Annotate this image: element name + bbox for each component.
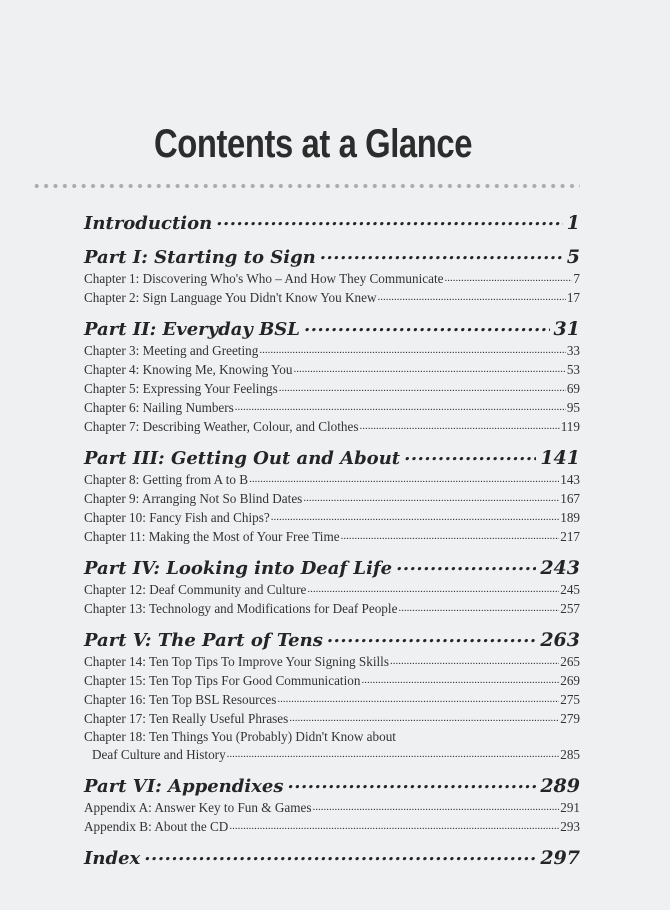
- toc-page-number: 5: [566, 246, 580, 268]
- toc-page-number: 141: [540, 447, 580, 469]
- toc-chapter-entry: [84, 670, 580, 689]
- toc-chapter-label: Appendix B: About the CD: [84, 819, 229, 834]
- toc-leader: [404, 444, 536, 465]
- toc-part-label: Introduction: [84, 213, 213, 234]
- toc-chapter-label: Chapter 16: Ten Top BSL Resources: [84, 692, 277, 707]
- toc-page-number: 275: [560, 692, 580, 707]
- toc-page-number: 257: [560, 601, 580, 616]
- toc-page-number: 217: [560, 529, 580, 544]
- toc-page-number: 263: [540, 629, 580, 651]
- toc-page-number: 119: [560, 419, 580, 434]
- toc-part-label: Part VI: Appendixes: [84, 776, 284, 797]
- toc-part-label: Part III: Getting Out and About: [84, 448, 401, 469]
- toc-leader: [227, 748, 560, 760]
- toc-part-heading: [84, 237, 580, 268]
- toc-chapter-label: Chapter 2: Sign Language You Didn't Know You Knew: [84, 290, 377, 305]
- toc-leader: [216, 209, 563, 230]
- toc-leader: [360, 420, 560, 432]
- toc-page-number: 265: [560, 654, 580, 669]
- toc-part-label: Part V: The Part of Tens: [84, 630, 323, 651]
- toc-chapter-entry: [84, 378, 580, 397]
- toc-chapter-label: Chapter 1: Discovering Who's Who – And How They Communicate: [84, 271, 444, 286]
- toc-leader: [304, 315, 550, 336]
- toc-chapter-entry: [84, 416, 580, 435]
- toc-page-number: 279: [560, 711, 580, 726]
- table-of-contents: [84, 203, 580, 869]
- toc-page-number: 31: [553, 318, 580, 340]
- toc-chapter-label: Chapter 12: Deaf Community and Culture: [84, 582, 307, 597]
- toc-leader: [378, 291, 566, 303]
- toc-leader: [327, 626, 536, 647]
- toc-part-heading: [84, 548, 580, 579]
- toc-chapter-label: Chapter 6: Nailing Numbers: [84, 400, 234, 415]
- toc-chapter-label: Chapter 14: Ten Top Tips To Improve Your Signing Skills: [84, 654, 389, 669]
- toc-chapter-label: Appendix A: Answer Key to Fun & Games: [84, 800, 312, 815]
- toc-page-number: 297: [540, 847, 580, 869]
- toc-chapter-entry: [84, 469, 580, 488]
- toc-chapter-entry: [84, 797, 580, 816]
- toc-page-number: 291: [560, 800, 580, 815]
- toc-chapter-entry: [84, 598, 580, 617]
- toc-page-number: 289: [540, 775, 580, 797]
- toc-leader: [271, 511, 560, 523]
- toc-chapter-label: Chapter 13: Technology and Modifications for Deaf People: [84, 601, 398, 616]
- toc-chapter-label: Chapter 9: Arranging Not So Blind Dates: [84, 491, 303, 506]
- toc-leader: [249, 473, 559, 485]
- toc-leader: [293, 363, 565, 375]
- toc-chapter-entry: [84, 651, 580, 670]
- dotted-divider: [32, 182, 580, 190]
- toc-chapter-label: Chapter 7: Describing Weather, Colour, and Clothes: [84, 419, 359, 434]
- toc-chapter-entry: [84, 507, 580, 526]
- toc-chapter-entry: [84, 268, 580, 287]
- toc-chapter-entry: [84, 689, 580, 708]
- toc-chapter-label: Chapter 10: Fancy Fish and Chips?: [84, 510, 270, 525]
- toc-leader: [307, 583, 559, 595]
- toc-part-heading: [84, 438, 580, 469]
- toc-page-number: 245: [560, 582, 580, 597]
- toc-leader: [288, 772, 537, 793]
- toc-leader: [144, 844, 536, 865]
- toc-leader: [398, 602, 559, 614]
- toc-page-number: 69: [566, 381, 580, 396]
- toc-part-heading: [84, 766, 580, 797]
- toc-chapter-label: Chapter 3: Meeting and Greeting: [84, 343, 259, 358]
- toc-chapter-entry: [84, 727, 580, 763]
- toc-page-number: 243: [540, 557, 580, 579]
- toc-part-label: Part IV: Looking into Deaf Life: [84, 558, 393, 579]
- toc-page-number: 143: [560, 472, 580, 487]
- toc-part-heading: [84, 838, 580, 869]
- toc-part-heading: [84, 620, 580, 651]
- toc-page-number: 17: [566, 290, 580, 305]
- toc-chapter-label-continued: Deaf Culture and History: [92, 747, 226, 762]
- toc-chapter-label: Chapter 17: Ten Really Useful Phrases: [84, 711, 289, 726]
- toc-leader: [303, 492, 559, 504]
- toc-chapter-entry: [84, 579, 580, 598]
- toc-chapter-entry: [84, 287, 580, 306]
- toc-leader: [445, 272, 573, 284]
- toc-part-label: Part I: Starting to Sign: [84, 247, 316, 268]
- toc-chapter-label: Chapter 18: Ten Things You (Probably) Didn't Know about: [84, 729, 396, 744]
- toc-page-number: 7: [573, 271, 580, 286]
- toc-chapter-entry: [84, 526, 580, 545]
- toc-page-number: 1: [566, 212, 580, 234]
- toc-part-label: Part II: Everyday BSL: [84, 319, 300, 340]
- toc-chapter-entry: [84, 359, 580, 378]
- toc-part-heading: [84, 309, 580, 340]
- toc-leader: [289, 712, 559, 724]
- toc-chapter-entry: [84, 397, 580, 416]
- toc-part-heading: [84, 203, 580, 234]
- toc-chapter-label: Chapter 15: Ten Top Tips For Good Communication: [84, 673, 361, 688]
- toc-leader: [341, 530, 560, 542]
- toc-chapter-label: Chapter 8: Getting from A to B: [84, 472, 249, 487]
- toc-leader: [259, 344, 565, 356]
- toc-page-number: 33: [566, 343, 580, 358]
- toc-page-number: 53: [566, 362, 580, 377]
- toc-chapter-entry: [84, 816, 580, 835]
- toc-leader: [396, 554, 536, 575]
- toc-part-label: Index: [84, 848, 141, 869]
- toc-chapter-entry: [84, 488, 580, 507]
- toc-page-number: 269: [560, 673, 580, 688]
- toc-leader: [312, 801, 559, 813]
- toc-leader: [320, 243, 563, 264]
- toc-leader: [235, 401, 566, 413]
- toc-leader: [229, 820, 559, 832]
- toc-leader: [390, 655, 559, 667]
- toc-chapter-label: Chapter 11: Making the Most of Your Free Time: [84, 529, 340, 544]
- toc-leader: [361, 674, 559, 686]
- toc-chapter-label: Chapter 4: Knowing Me, Knowing You: [84, 362, 293, 377]
- toc-page-number: 167: [560, 491, 580, 506]
- toc-chapter-entry: [84, 708, 580, 727]
- toc-leader: [279, 382, 566, 394]
- toc-page-number: 285: [560, 747, 580, 762]
- toc-page-number: 189: [560, 510, 580, 525]
- page-title: Contents at a Glance: [153, 122, 473, 166]
- toc-page-number: 293: [560, 819, 580, 834]
- toc-page-number: 95: [566, 400, 580, 415]
- toc-chapter-label: Chapter 5: Expressing Your Feelings: [84, 381, 278, 396]
- toc-chapter-entry: [84, 340, 580, 359]
- toc-leader: [277, 693, 559, 705]
